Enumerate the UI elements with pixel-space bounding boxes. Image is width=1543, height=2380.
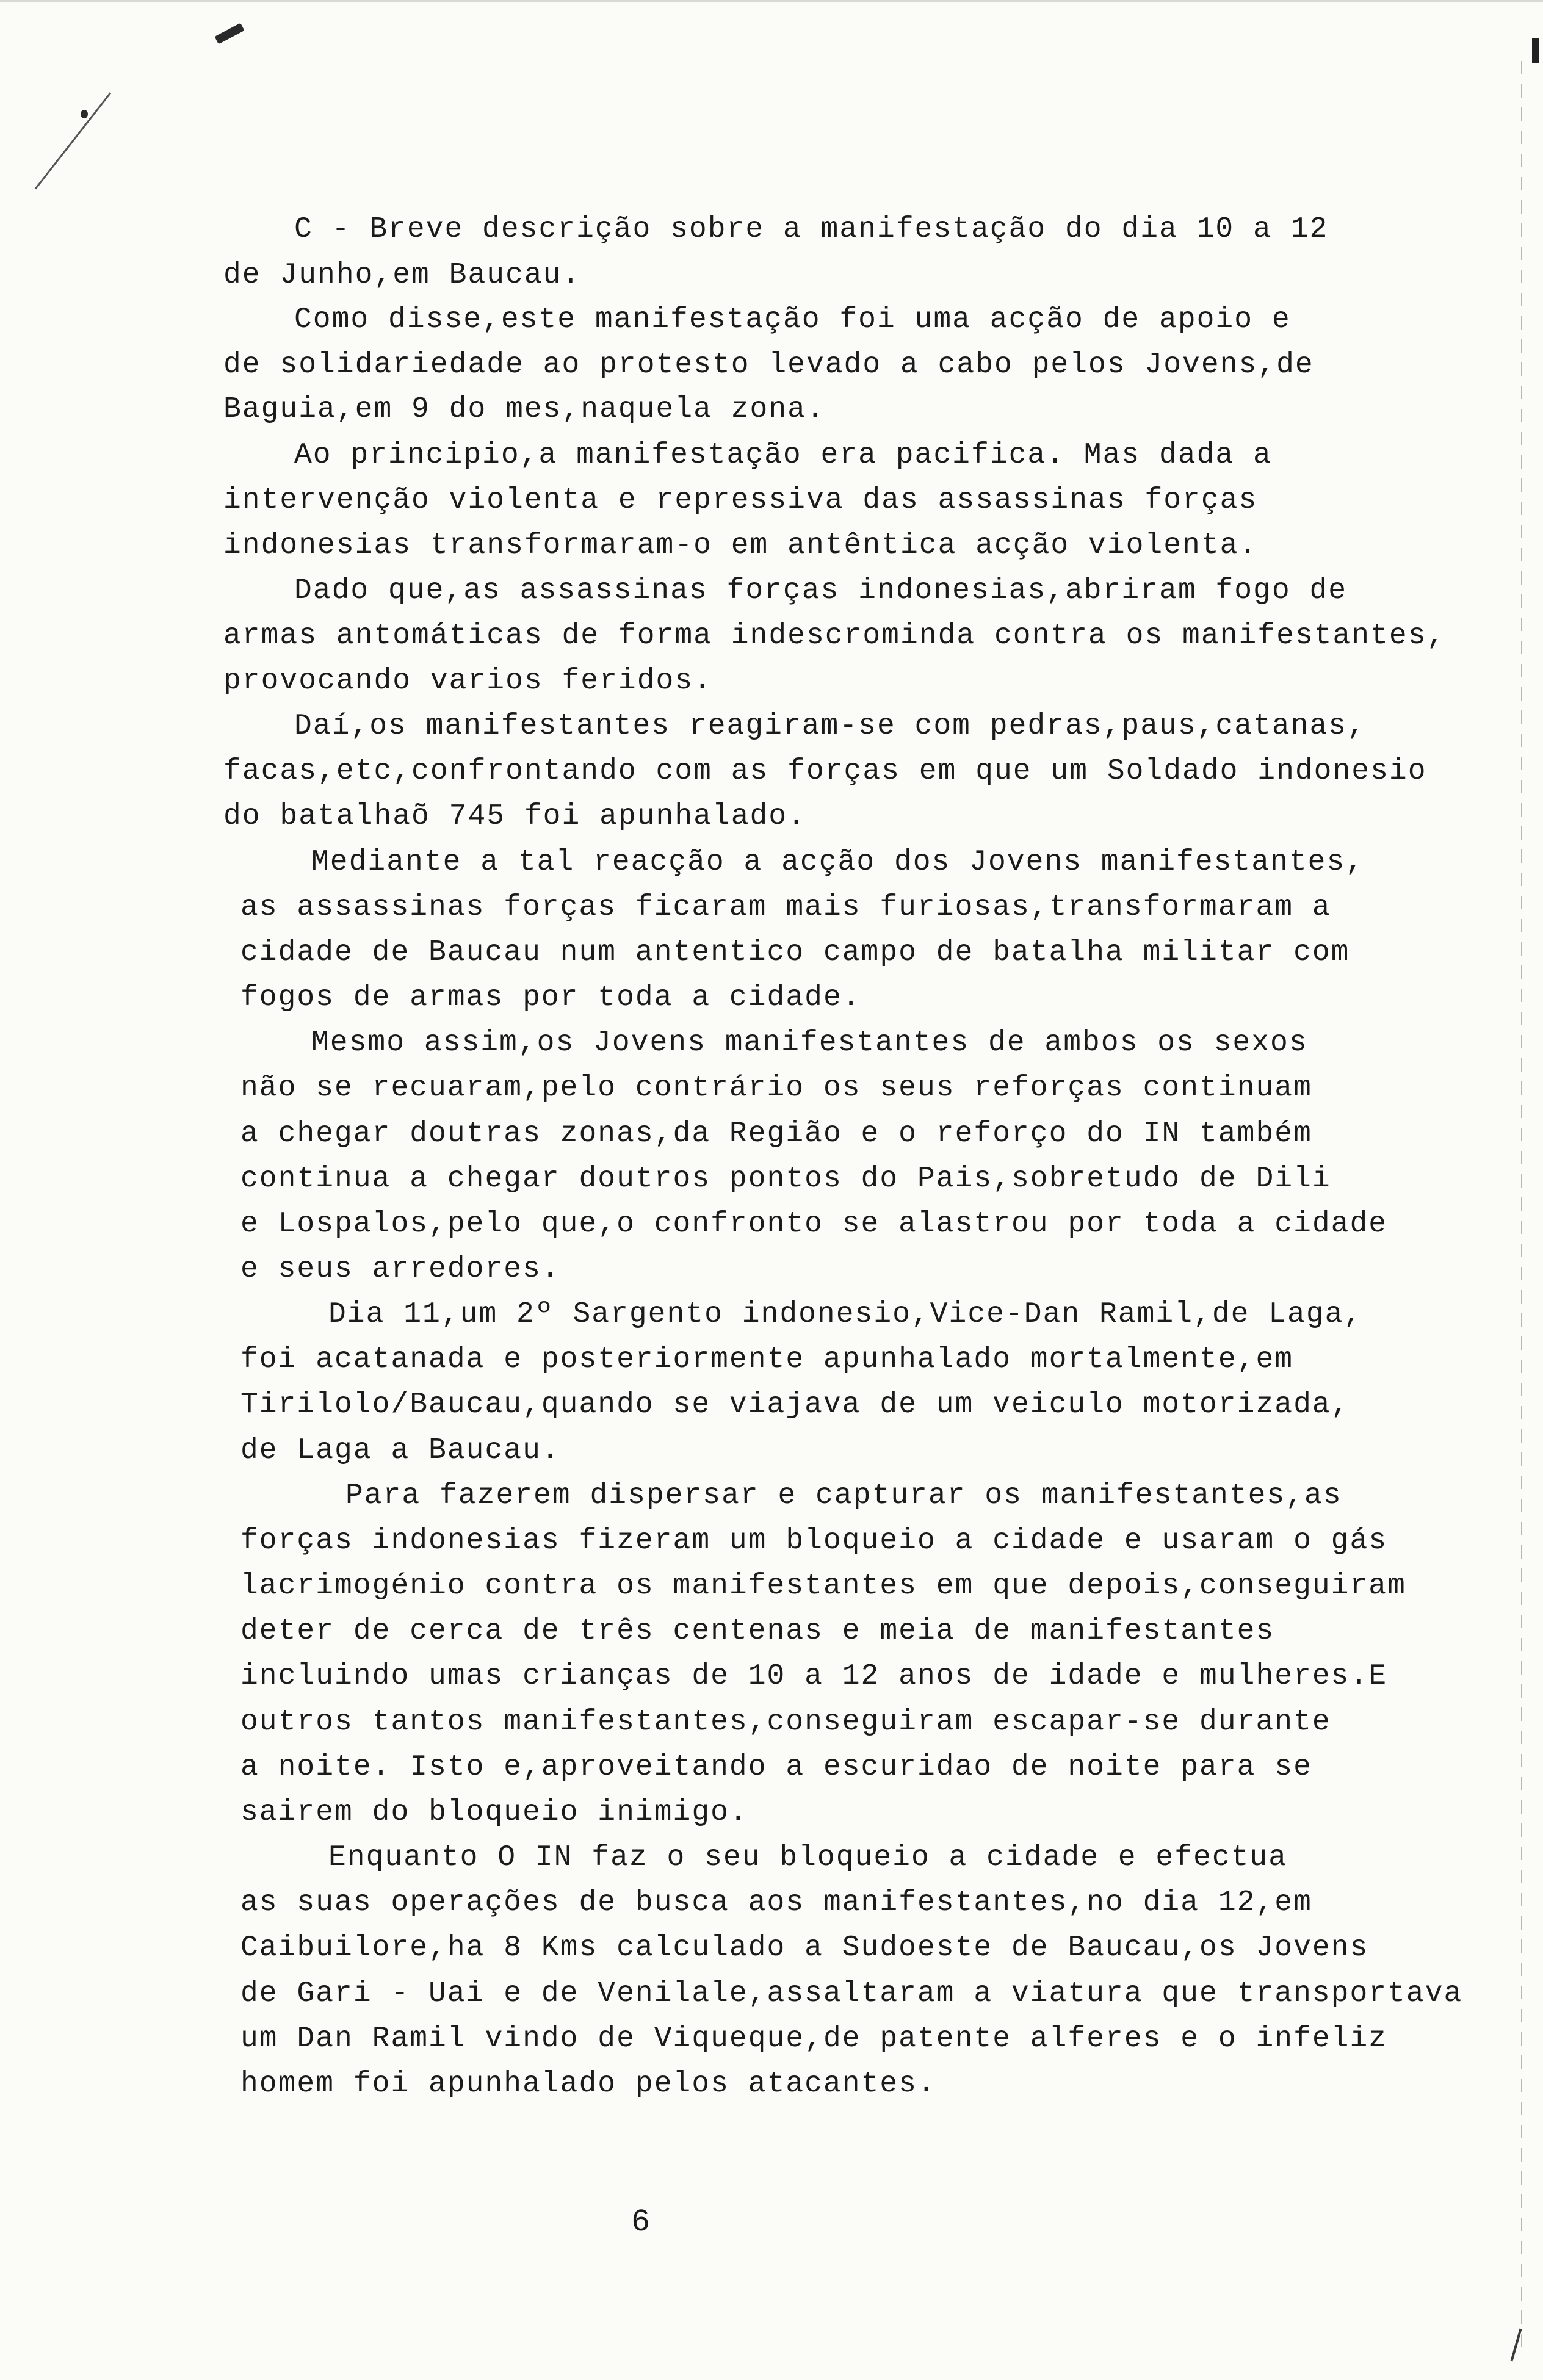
text-line: sairem do bloqueio inimigo.: [240, 1796, 748, 1829]
text-line: Como disse,este manifestação foi uma acção de apoio e: [294, 303, 1291, 336]
text-line: Dado que,as assassinas forças indonesias,abriram fogo de: [294, 574, 1348, 607]
text-line: homem foi apunhalado pelos atacantes.: [240, 2068, 936, 2101]
text-line: não se recuaram,pelo contrário os seus reforças continuam: [240, 1072, 1312, 1105]
text-line: de Junho,em Baucau.: [223, 259, 581, 292]
text-line: lacrimogénio contra os manifestantes em que depois,conseguiram: [240, 1570, 1406, 1603]
text-line: de Gari - Uai e de Venilale,assaltaram a viatura que transportava: [240, 1977, 1463, 2010]
text-line: forças indonesias fizeram um bloqueio a cidade e usaram o gás: [240, 1524, 1388, 1557]
text-line: e Lospalos,pelo que,o confronto se alastrou por toda a cidade: [240, 1208, 1388, 1241]
text-line: Enquanto O IN faz o seu bloqueio a cidade e efectua: [328, 1841, 1288, 1874]
text-line: Para fazerem dispersar e capturar os manifestantes,as: [345, 1479, 1342, 1512]
text-line: intervenção violenta e repressiva das assassinas forças: [223, 484, 1258, 517]
text-line: fogos de armas por toda a cidade.: [240, 981, 861, 1014]
text-line: as assassinas forças ficaram mais furiosas,transformaram a: [240, 891, 1331, 924]
text-line: Dia 11,um 2º Sargento indonesio,Vice-Dan Ramil,de Laga,: [328, 1298, 1363, 1331]
text-line: outros tantos manifestantes,conseguiram escapar-se durante: [240, 1706, 1331, 1739]
text-line: Caibuilore,ha 8 Kms calculado a Sudoeste de Baucau,os Jovens: [240, 1931, 1369, 1964]
text-line: facas,etc,confrontando com as forças em que um Soldado indonesio: [223, 755, 1427, 788]
text-line: Daí,os manifestantes reagiram-se com pedras,paus,catanas,: [294, 710, 1366, 743]
text-line: provocando varios feridos.: [223, 665, 712, 698]
text-line: Tirilolo/Baucau,quando se viajava de um veiculo motorizada,: [240, 1388, 1350, 1421]
text-line: a chegar doutras zonas,da Região e o reforço do IN também: [240, 1117, 1312, 1150]
text-line: a noite. Isto e,aproveitando a escuridao de noite para se: [240, 1751, 1312, 1784]
text-line: Ao principio,a manifestação era pacifica. Mas dada a: [294, 439, 1272, 472]
text-line: de Laga a Baucau.: [240, 1434, 560, 1467]
text-line: armas antomáticas de forma indescrominda contra os manifestantes,: [223, 619, 1446, 652]
text-line: indonesias transformaram-o em antêntica acção violenta.: [223, 529, 1258, 562]
text-line: foi acatanada e posteriormente apunhalado mortalmente,em: [240, 1343, 1294, 1376]
text-line: continua a chegar doutros pontos do Pais,sobretudo de Dili: [240, 1163, 1331, 1195]
page-number: 6: [631, 2204, 652, 2240]
text-line: Baguia,em 9 do mes,naquela zona.: [223, 393, 825, 426]
text-line: Mediante a tal reacção a acção dos Jovens manifestantes,: [311, 846, 1365, 879]
text-line: de solidariedade ao protesto levado a cabo pelos Jovens,de: [223, 348, 1314, 381]
text-line: deter de cerca de três centenas e meia de manifestantes: [240, 1615, 1275, 1648]
text-line: um Dan Ramil vindo de Viqueque,de patente alferes e o infeliz: [240, 2022, 1388, 2055]
text-line: as suas operações de busca aos manifestantes,no dia 12,em: [240, 1886, 1312, 1919]
text-line: C - Breve descrição sobre a manifestação do dia 10 a 12: [294, 213, 1329, 246]
text-line: do batalhaõ 745 foi apunhalado.: [223, 800, 806, 833]
text-line: incluindo umas crianças de 10 a 12 anos de idade e mulheres.E: [240, 1660, 1388, 1693]
text-line: e seus arredores.: [240, 1253, 560, 1286]
text-line: cidade de Baucau num antentico campo de batalha militar com: [240, 936, 1350, 969]
text-line: Mesmo assim,os Jovens manifestantes de ambos os sexos: [311, 1026, 1308, 1059]
